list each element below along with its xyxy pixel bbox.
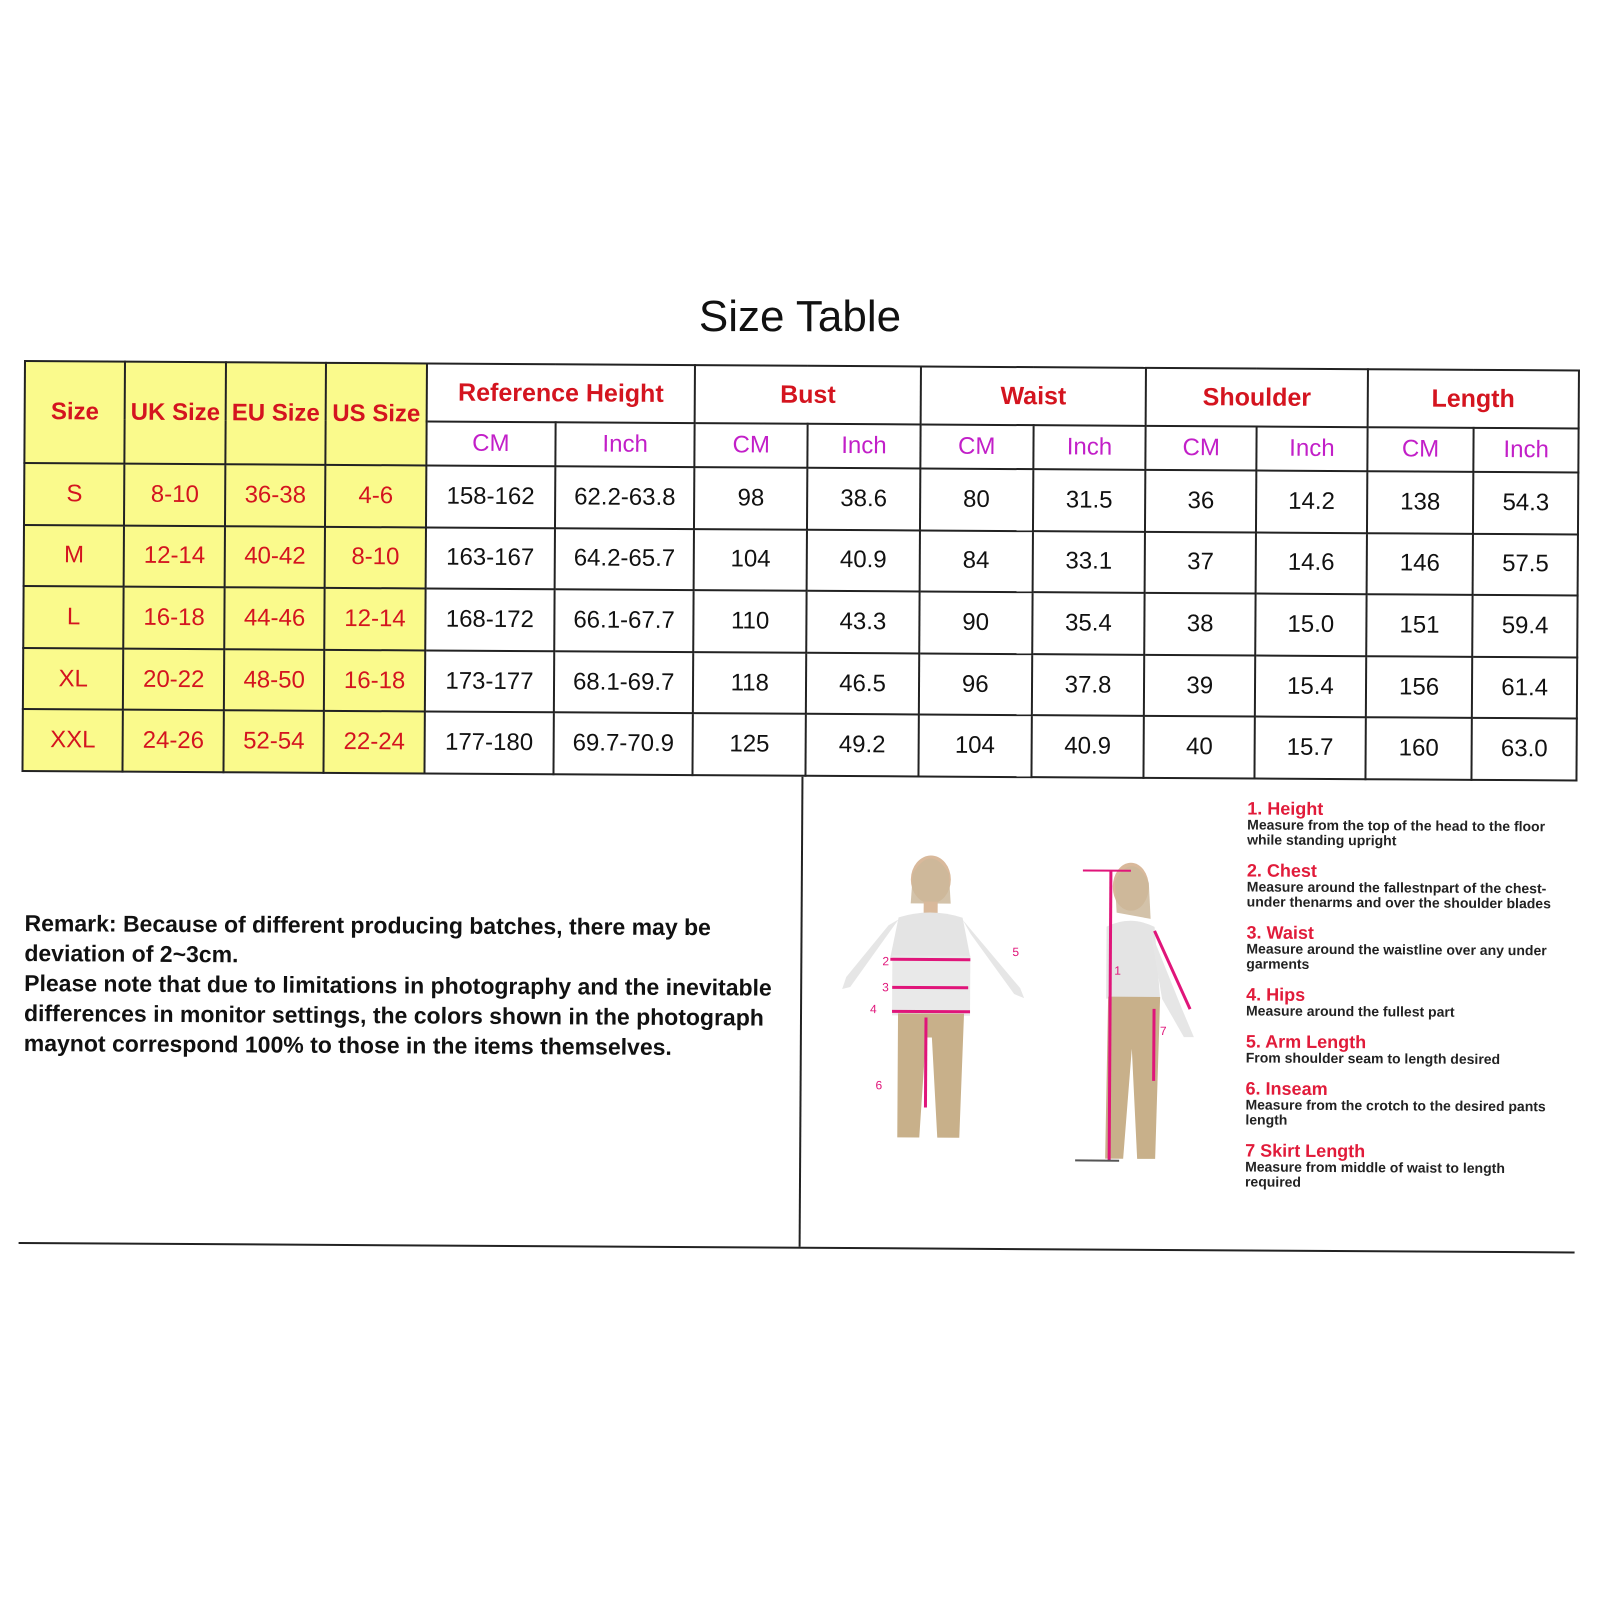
table-cell: 37 [1145, 531, 1256, 593]
bottom-section [19, 772, 1578, 1253]
measurement-figures [809, 807, 1232, 1240]
table-cell: 12-14 [325, 588, 426, 650]
table-row [24, 525, 1578, 596]
table-cell: 59.4 [1473, 595, 1578, 657]
remark-line-2: Please note that due to limitations in photography and the inevitable differences in monitor settings, the colors shown in the photograph maynot correspond 100% to those in the items themselves. [23, 970, 772, 1060]
page-title: Size Table [698, 292, 902, 341]
table-cell: 66.1-67.7 [554, 589, 694, 651]
header-bust: Bust [695, 365, 921, 424]
guide-item-skirt-length [1245, 1141, 1555, 1191]
table-cell: 156 [1366, 656, 1473, 718]
table-cell: 36 [1145, 470, 1256, 532]
header-eu-size: EU Size [225, 362, 326, 465]
table-cell: 20-22 [123, 648, 224, 710]
unit-header: CM [426, 421, 555, 466]
table-cell: 61.4 [1472, 657, 1577, 719]
table-cell: 138 [1367, 471, 1474, 533]
figure-number: 3 [882, 980, 889, 995]
table-cell: 39 [1144, 655, 1255, 717]
table-cell: 104 [694, 529, 807, 591]
table-cell: 57.5 [1473, 533, 1578, 595]
guide-description: Measure from the top of the head to the floor while standing upright [1247, 816, 1546, 849]
remark-line-1: Remark: Because of different producing batches, there may be deviation of 2~3cm. [24, 910, 711, 968]
table-cell: 173-177 [425, 650, 555, 712]
table-cell: 40 [1144, 716, 1255, 778]
figure-number: 6 [875, 1078, 883, 1093]
table-cell: 90 [919, 592, 1032, 654]
table-cell: 15.4 [1255, 655, 1366, 717]
table-cell: 168-172 [425, 589, 555, 651]
table-cell: 125 [693, 713, 806, 775]
table-cell: 35.4 [1032, 592, 1145, 654]
figure-number: 2 [882, 954, 890, 969]
table-row [22, 709, 1576, 780]
guide-item-arm-length [1246, 1032, 1556, 1067]
header-waist: Waist [920, 366, 1146, 425]
guide-heading: 2. Chest [1246, 860, 1317, 881]
table-cell: 37.8 [1031, 654, 1144, 716]
table-cell: 63.0 [1472, 718, 1577, 780]
side-figure [1075, 862, 1195, 1161]
table-cell: 16-18 [124, 587, 225, 649]
table-cell: 16-18 [324, 650, 425, 712]
table-cell: 22-24 [324, 711, 425, 773]
size-label-cell: XXL [22, 709, 123, 771]
guide-item-chest [1247, 861, 1557, 911]
table-cell: 54.3 [1473, 472, 1578, 534]
guide-heading: 5. Arm Length [1245, 1031, 1367, 1053]
guide-heading: 7 Skirt Length [1245, 1140, 1366, 1162]
front-figure [841, 855, 1025, 1138]
guide-heading: 3. Waist [1246, 922, 1314, 943]
table-cell: 80 [920, 468, 1033, 530]
table-cell: 52-54 [223, 711, 324, 773]
guide-item-waist [1246, 923, 1556, 973]
header-us-size: US Size [326, 363, 427, 466]
unit-header: CM [1146, 426, 1257, 471]
size-label-cell: L [23, 586, 124, 648]
table-row [23, 586, 1577, 657]
header-uk-size: UK Size [125, 362, 226, 465]
table-cell: 38 [1145, 593, 1256, 655]
table-cell: 163-167 [425, 527, 555, 589]
guide-description: Measure from middle of waist to length required [1244, 1158, 1505, 1190]
remark-block [24, 908, 795, 1063]
guide-item-hips [1246, 985, 1556, 1020]
table-cell: 8-10 [325, 526, 426, 588]
table-cell: 36-38 [225, 464, 326, 526]
header-length: Length [1367, 369, 1579, 428]
figure-number: 5 [1012, 945, 1020, 960]
table-cell: 48-50 [224, 649, 325, 711]
table-cell: 8-10 [124, 464, 225, 526]
figure-number: 1 [1114, 963, 1122, 978]
table-cell: 98 [694, 467, 807, 529]
guide-item-height [1247, 799, 1557, 849]
guide-description: Measure around the waistline over any under garments [1246, 940, 1547, 972]
table-cell: 96 [919, 653, 1032, 715]
table-cell: 49.2 [806, 714, 919, 776]
table-row [23, 648, 1577, 719]
size-label-cell: S [24, 463, 125, 525]
table-cell: 40-42 [225, 526, 326, 588]
table-cell: 110 [694, 590, 807, 652]
table-cell: 14.2 [1256, 471, 1367, 533]
guide-description: From shoulder seam to length desired [1245, 1049, 1501, 1068]
table-cell: 68.1-69.7 [554, 651, 694, 713]
guide-heading: 4. Hips [1246, 984, 1306, 1005]
table-cell: 33.1 [1032, 531, 1145, 593]
table-cell: 177-180 [424, 712, 554, 774]
table-cell: 12-14 [124, 525, 225, 587]
table-cell: 84 [919, 530, 1032, 592]
guide-item-inseam [1245, 1079, 1555, 1129]
unit-header: Inch [1474, 428, 1579, 473]
size-chart-sheet [19, 360, 1580, 1259]
header-size: Size [24, 361, 125, 464]
table-cell: 64.2-65.7 [555, 528, 695, 590]
unit-header: CM [695, 423, 808, 468]
table-cell: 158-162 [426, 465, 556, 527]
unit-header: Inch [807, 424, 920, 469]
guide-description: Measure around the fallestnpart of the chest-under thenarms and over the shoulder blades [1246, 878, 1551, 912]
measurement-guide [1245, 799, 1557, 1205]
table-cell: 43.3 [806, 591, 919, 653]
size-label-cell: M [24, 525, 125, 587]
table-cell: 62.2-63.8 [555, 466, 695, 528]
table-cell: 38.6 [807, 468, 920, 530]
table-body [22, 463, 1578, 780]
table-cell: 31.5 [1033, 469, 1146, 531]
size-label-cell: XL [23, 648, 124, 710]
table-cell: 46.5 [806, 653, 919, 715]
guide-heading: 6. Inseam [1245, 1078, 1328, 1099]
figure-number: 7 [1159, 1023, 1167, 1038]
header-reference-height: Reference Height [426, 363, 695, 423]
vertical-divider [799, 777, 804, 1247]
table-row [24, 463, 1578, 534]
unit-header: Inch [1256, 427, 1367, 472]
guide-description: Measure around the fullest part [1246, 1002, 1455, 1020]
table-cell: 15.0 [1255, 594, 1366, 656]
table-cell: 146 [1366, 533, 1473, 595]
table-cell: 151 [1366, 594, 1473, 656]
table-cell: 44-46 [224, 587, 325, 649]
guide-description: Measure from the crotch to the desired pants length [1245, 1096, 1546, 1128]
table-cell: 104 [918, 715, 1031, 777]
table-cell: 24-26 [123, 710, 224, 772]
header-shoulder: Shoulder [1146, 368, 1368, 427]
table-cell: 40.9 [807, 529, 920, 591]
table-cell: 40.9 [1031, 716, 1144, 778]
table-cell: 14.6 [1256, 532, 1367, 594]
size-table [21, 360, 1579, 781]
table-cell: 15.7 [1255, 717, 1366, 779]
guide-heading: 1. Height [1247, 798, 1324, 819]
table-cell: 160 [1365, 718, 1472, 780]
unit-header: CM [920, 424, 1033, 469]
table-cell: 69.7-70.9 [553, 713, 693, 775]
unit-header: Inch [555, 422, 695, 467]
figure-number: 4 [870, 1002, 877, 1017]
table-cell: 4-6 [325, 465, 426, 527]
unit-header: Inch [1033, 425, 1146, 470]
table-cell: 118 [693, 652, 806, 714]
unit-header: CM [1367, 427, 1474, 472]
